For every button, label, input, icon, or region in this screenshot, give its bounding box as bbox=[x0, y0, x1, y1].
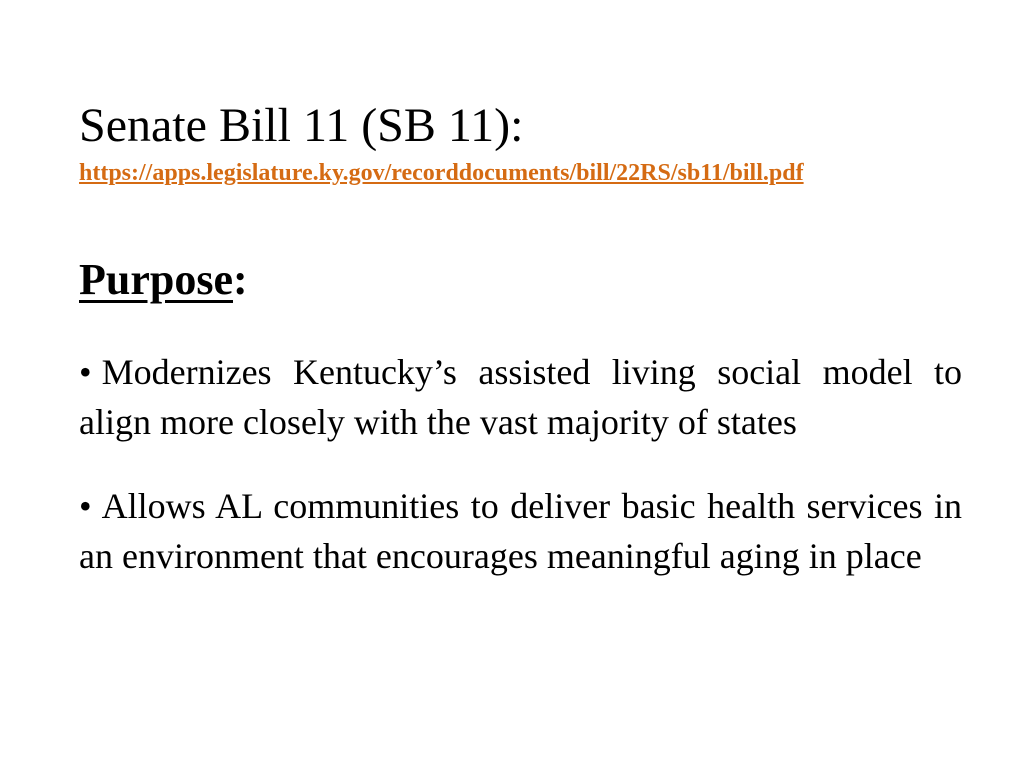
purpose-heading bbox=[79, 252, 248, 308]
bullet-icon: • bbox=[79, 352, 92, 392]
purpose-heading-colon: : bbox=[233, 255, 248, 304]
bill-pdf-link[interactable]: https://apps.legislature.ky.gov/recorddocuments/bill/22RS/sb11/bill.pdf bbox=[79, 160, 804, 186]
bullet-icon: • bbox=[79, 486, 92, 526]
bullet-text: Modernizes Kentucky’s assisted living social model to align more closely with the vast majority of states bbox=[79, 352, 962, 442]
bullet-item bbox=[79, 347, 962, 447]
slide-title: Senate Bill 11 (SB 11): bbox=[79, 99, 524, 152]
bullet-item bbox=[79, 481, 962, 581]
purpose-heading-text: Purpose bbox=[79, 255, 233, 304]
bullet-text: Allows AL communities to deliver basic health services in an environment that encourages meaningful aging in place bbox=[79, 486, 962, 576]
purpose-bullet-list bbox=[79, 347, 962, 615]
